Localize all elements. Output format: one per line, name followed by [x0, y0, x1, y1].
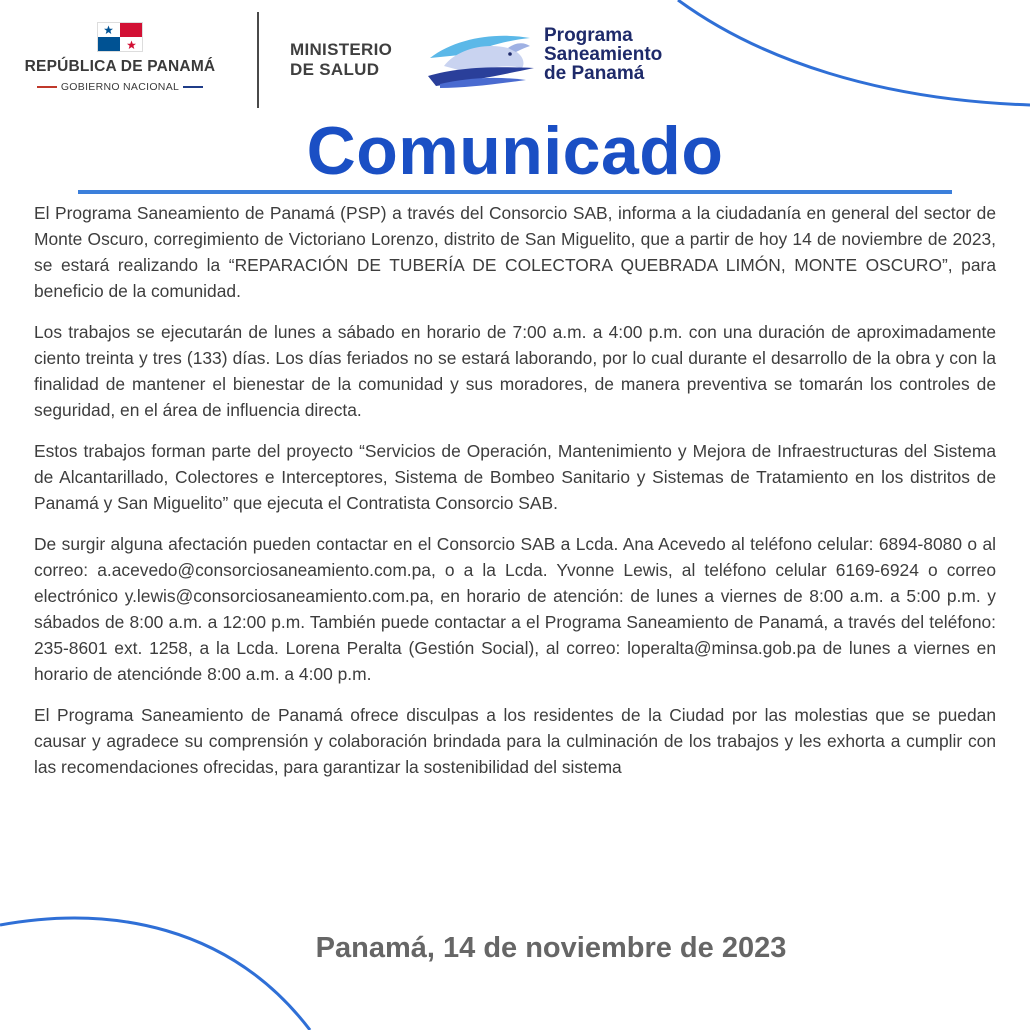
- communique-body: [34, 200, 996, 795]
- government-logo: [8, 22, 232, 93]
- top-right-swoosh: [678, 0, 1030, 105]
- ministry-line-1: MINISTERIO: [290, 40, 393, 59]
- title-underline: [78, 190, 952, 194]
- paragraph-intro: El Programa Saneamiento de Panamá (PSP) a través del Consorcio SAB, informa a la ciudadanía en general del sector de Monte Oscuro, corregimiento de Victoriano Lorenzo, distrito de San Miguelito, que a partir de hoy 14 de noviembre de 2023, se estará realizando la “REPARACIÓN DE TUBERÍA DE COLECTORA QUEBRADA LIMÓN, MONTE OSCURO”, para beneficio de la comunidad.: [34, 203, 996, 301]
- paragraph-contacts: De surgir alguna afectación pueden contactar en el Consorcio SAB a Lcda. Ana Acevedo al teléfono celular: 6894-8080 o al correo: a.acevedo@consorciosaneamiento.com.pa, o a la Lcda. Yvonne Lewis, al teléfono celular 6169-6924 o correo electrónico y.lewis@consorciosaneamiento.com.pa, en horario de atención: de lunes a viernes de 8:00 a.m. a 5:00 p.m. y sábados de 8:00 a.m. a 12:00 p.m. También puede contactar a el Programa Saneamiento de Panamá, a través del teléfono: 235-8601 ext. 1258, a la Lcda. Lorena Peralta (Gestión Social), al correo: loperalta@minsa.gob.pa de lunes a viernes en horario de atencióndе 8:00 a.m. a 4:00 p.m.: [34, 534, 996, 684]
- ministry-logo: [290, 40, 392, 80]
- red-dash: [37, 86, 57, 88]
- government-title: REPÚBLICA DE PANAMÁ: [24, 58, 216, 75]
- paragraph-apology: El Programa Saneamiento de Panamá ofrece disculpas a los residentes de la Ciudad por las molestias que se puedan causar y agradece su comprensión y colaboración brindada para la culminación de los trabajos y les exhorta a cumplir con las recomendaciones ofrecidas, para garantizar la sostenibilidad del sistema: [34, 705, 996, 777]
- program-line-3: de Panamá: [544, 63, 645, 84]
- paragraph-project: Estos trabajos forman parte del proyecto “Servicios de Operación, Mantenimiento y Mejora de Infraestructuras del Sistema de Alcantarillado, Colectores e Interceptores, Sistema de Bombeo Sanitario y Sistemas de Tratamiento en los distritos de Panamá y San Miguelito” que ejecuta el Contratista Consorcio SAB.: [34, 441, 996, 513]
- ministry-line-2: DE SALUD: [290, 60, 380, 79]
- paragraph-schedule: Los trabajos se ejecutarán de lunes a sábado en horario de 7:00 a.m. a 4:00 p.m. con una duración de aproximadamente ciento treinta y tres (133) días. Los días feriados no se estará laborando, por lo cual durante el desarrollo de la obra y con la finalidad de mantener el bienestar de la comunidad y sus moradores, de manera preventiva se tomarán los controles de seguridad, en el área de influencia directa.: [34, 322, 996, 420]
- panama-flag-icon: [97, 22, 143, 52]
- blue-dash: [183, 86, 203, 88]
- government-subtitle: GOBIERNO NACIONAL: [60, 81, 180, 93]
- program-logo-text: [544, 26, 662, 83]
- dolphin-icon: [426, 28, 538, 90]
- government-subtitle-row: [8, 81, 232, 93]
- program-line-2: Saneamiento: [544, 44, 663, 65]
- header-divider: [257, 12, 259, 108]
- program-line-1: Programa: [544, 25, 633, 46]
- page-title: Comunicado: [306, 113, 724, 189]
- date-line: Panamá, 14 de noviembre de 2023: [315, 932, 787, 964]
